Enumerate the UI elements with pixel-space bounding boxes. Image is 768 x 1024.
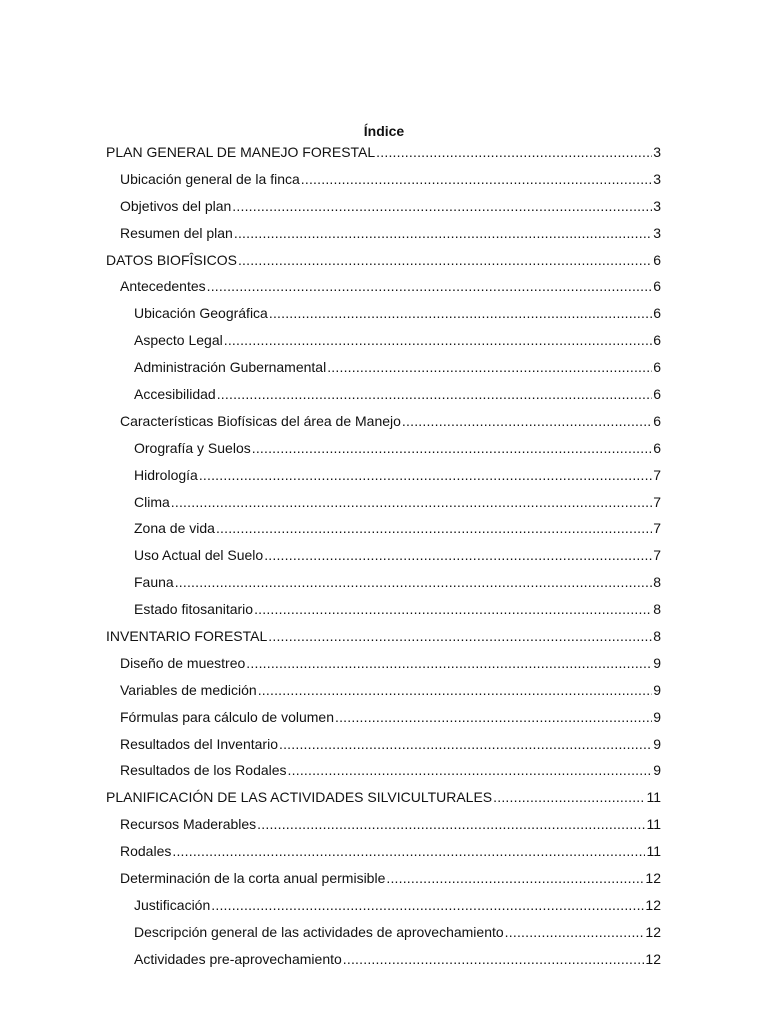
toc-entry[interactable]	[106, 895, 661, 922]
toc-entry[interactable]	[106, 330, 661, 357]
toc-page-number: 7	[653, 493, 661, 510]
toc-dot-leader	[288, 760, 653, 780]
toc-entry[interactable]	[106, 868, 661, 895]
toc-entry-text: Diseño de muestreo	[120, 654, 246, 671]
toc-page-number: 11	[646, 789, 661, 806]
toc-dot-leader	[234, 223, 652, 243]
toc-entry-text: Aspecto Legal	[134, 332, 223, 349]
toc-page-number: 8	[653, 601, 661, 618]
toc-dot-leader	[252, 438, 652, 458]
toc-dot-leader	[269, 303, 652, 323]
toc-entry-text: Ubicación Geográfica	[134, 305, 268, 322]
toc-dot-leader	[232, 196, 652, 216]
toc-entry-text: Características Biofísicas del área de Manejo	[120, 412, 401, 429]
toc-dot-leader	[335, 707, 652, 727]
toc-page-number: 3	[653, 144, 661, 160]
toc-entry[interactable]	[106, 142, 661, 169]
toc-entry-text: Resultados del Inventario	[120, 735, 278, 752]
toc-entry[interactable]	[106, 626, 661, 653]
toc-entry-text: DATOS BIOFÎSICOS	[106, 251, 237, 268]
toc-dot-leader	[171, 492, 652, 512]
toc-entry[interactable]	[106, 465, 661, 492]
toc-entry-text: Variables de medición	[120, 681, 257, 698]
toc-entry[interactable]	[106, 169, 661, 196]
toc-dot-leader	[376, 142, 652, 162]
toc-entry[interactable]	[106, 760, 661, 787]
toc-entry[interactable]	[106, 518, 661, 545]
toc-entry-text: Ubicación general de la finca	[120, 170, 300, 187]
toc-dot-leader	[172, 841, 645, 861]
toc-page-number: 8	[653, 628, 661, 645]
toc-entry[interactable]	[106, 734, 661, 761]
toc-entry[interactable]	[106, 357, 661, 384]
toc-entry[interactable]	[106, 196, 661, 223]
toc-entry-text: Clima	[134, 493, 170, 510]
toc-entry-text: Uso Actual del Suelo	[134, 547, 264, 564]
toc-page-number: 3	[653, 197, 661, 214]
toc-page-number: 9	[653, 681, 661, 698]
toc-entry[interactable]	[106, 599, 661, 626]
toc-page-number: 6	[653, 278, 661, 295]
toc-dot-leader	[211, 895, 644, 915]
toc-entry-text: Descripción general de las actividades de aprovechamiento	[134, 923, 504, 940]
toc-page-number: 12	[645, 870, 661, 887]
toc-page-number: 6	[653, 251, 661, 268]
toc-entry[interactable]	[106, 545, 661, 572]
toc-entry-text: Accesibilidad	[134, 386, 216, 403]
toc-entry-text: Resultados de los Rodales	[120, 762, 287, 779]
toc-page-number: 11	[646, 843, 661, 860]
toc-dot-leader	[257, 814, 645, 834]
toc-title: Índice	[363, 123, 405, 139]
toc-dot-leader	[175, 572, 653, 592]
toc-dot-leader	[254, 599, 652, 619]
toc-page-number: 6	[653, 386, 661, 403]
toc-dot-leader	[216, 518, 652, 538]
toc-entry[interactable]	[106, 653, 661, 680]
table-of-contents	[106, 142, 661, 976]
toc-dot-leader	[264, 545, 652, 565]
toc-entry-text: Fauna	[134, 574, 174, 591]
toc-page-number: 9	[653, 735, 661, 752]
toc-entry-text: PLANIFICACIÓN DE LAS ACTIVIDADES SILVICULTURALES	[106, 789, 493, 806]
toc-dot-leader	[224, 330, 652, 350]
toc-page-number: 8	[653, 574, 661, 591]
toc-dot-leader	[217, 384, 652, 404]
toc-entry[interactable]	[106, 787, 661, 814]
toc-dot-leader	[258, 680, 652, 700]
toc-entry-text: Recursos Maderables	[120, 816, 257, 833]
toc-dot-leader	[246, 653, 652, 673]
toc-dot-leader	[199, 465, 652, 485]
toc-entry[interactable]	[106, 680, 661, 707]
toc-dot-leader	[402, 411, 652, 431]
toc-entry[interactable]	[106, 841, 661, 868]
toc-entry[interactable]	[106, 223, 661, 250]
toc-entry-text: Actividades pre-aprovechamiento	[134, 950, 342, 967]
toc-page-number: 6	[653, 305, 661, 322]
toc-page-number: 7	[653, 547, 661, 564]
toc-page-number: 6	[653, 332, 661, 349]
toc-entry[interactable]	[106, 492, 661, 519]
toc-page-number: 9	[653, 654, 661, 671]
toc-dot-leader	[343, 949, 645, 969]
toc-entry[interactable]	[106, 384, 661, 411]
toc-entry-text: Justificación	[134, 896, 211, 913]
toc-entry-text: Objetivos del plan	[120, 197, 232, 214]
toc-entry-text: Orografía y Suelos	[134, 439, 251, 456]
toc-dot-leader	[207, 276, 653, 296]
toc-entry-text: Determinación de la corta anual permisible	[120, 870, 386, 887]
toc-page-number: 6	[653, 439, 661, 456]
toc-dot-leader	[268, 626, 652, 646]
toc-entry[interactable]	[106, 438, 661, 465]
toc-dot-leader	[279, 734, 652, 754]
toc-entry-text: Fórmulas para cálculo de volumen	[120, 708, 334, 725]
toc-entry-text: Hidrología	[134, 466, 198, 483]
toc-page-number: 6	[653, 359, 661, 376]
toc-page-number: 12	[645, 923, 661, 940]
toc-entry-text: Estado fitosanitario	[134, 601, 254, 618]
toc-page-number: 12	[645, 896, 661, 913]
toc-entry-text: Administración Gubernamental	[134, 359, 327, 376]
toc-page-number: 9	[653, 762, 661, 779]
toc-dot-leader	[493, 787, 645, 807]
toc-page-number: 7	[653, 520, 661, 537]
toc-page-number: 6	[653, 412, 661, 429]
toc-entry[interactable]	[106, 814, 661, 841]
toc-page-number: 3	[653, 170, 661, 187]
toc-entry[interactable]	[106, 707, 661, 734]
toc-entry-text: Rodales	[120, 843, 172, 860]
toc-dot-leader	[505, 922, 645, 942]
toc-entry[interactable]	[106, 276, 661, 303]
toc-dot-leader	[238, 250, 652, 270]
toc-entry[interactable]	[106, 949, 661, 976]
toc-page-number: 12	[645, 950, 661, 967]
toc-page-number: 3	[653, 224, 661, 241]
toc-entry-text: Antecedentes	[120, 278, 206, 295]
toc-entry[interactable]	[106, 411, 661, 438]
toc-entry[interactable]	[106, 303, 661, 330]
toc-dot-leader	[386, 868, 644, 888]
toc-entry-text: Resumen del plan	[120, 224, 233, 241]
toc-page-number: 7	[653, 466, 661, 483]
toc-entry-text: INVENTARIO FORESTAL	[106, 628, 268, 645]
toc-dot-leader	[301, 169, 652, 189]
toc-entry-text: Zona de vida	[134, 520, 215, 537]
toc-entry[interactable]	[106, 572, 661, 599]
toc-entry-text: PLAN GENERAL DE MANEJO FORESTAL	[106, 144, 376, 160]
toc-page-number: 11	[646, 816, 661, 833]
toc-entry[interactable]	[106, 250, 661, 277]
toc-page-number: 9	[653, 708, 661, 725]
toc-entry[interactable]	[106, 922, 661, 949]
toc-dot-leader	[327, 357, 652, 377]
